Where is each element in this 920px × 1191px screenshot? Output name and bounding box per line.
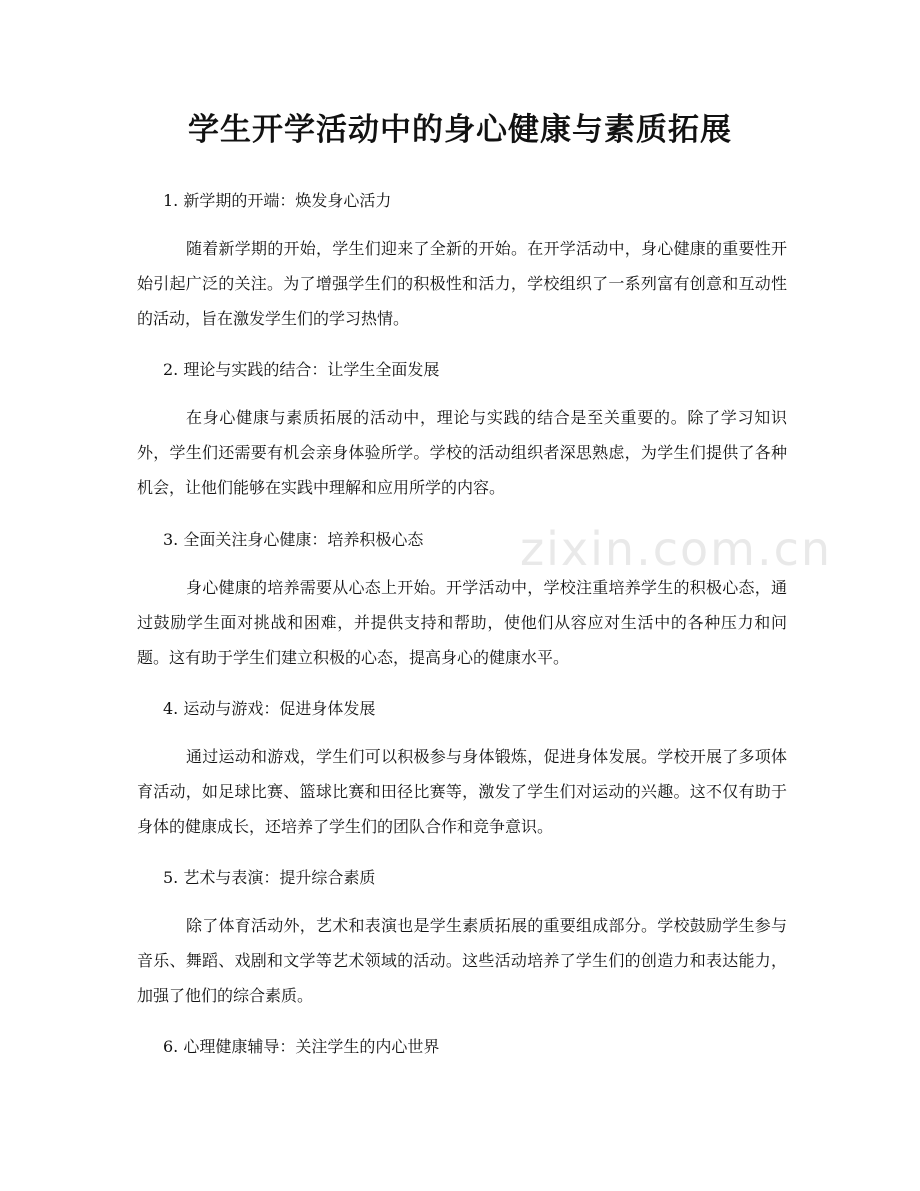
section-heading-5: 5. 艺术与表演：提升综合素质 xyxy=(163,868,376,887)
document-title: 学生开学活动中的身心健康与素质拓展 xyxy=(188,112,732,148)
section-heading-4: 4. 运动与游戏：促进身体发展 xyxy=(163,699,376,718)
section-heading-6: 6. 心理健康辅导：关注学生的内心世界 xyxy=(163,1037,440,1056)
section-heading-1: 1. 新学期的开端：焕发身心活力 xyxy=(163,191,392,210)
section-paragraph-1: 随着新学期的开始，学生们迎来了全新的开始。在开学活动中，身心健康的重要性开始引起广泛的关注。为了增强学生们的积极性和活力，学校组织了一系列富有创意和互动性的活动，旨在激发学生们的学习热情。 xyxy=(137,239,787,328)
section-heading-2: 2. 理论与实践的结合：让学生全面发展 xyxy=(163,360,440,379)
section-paragraph-3: 身心健康的培养需要从心态上开始。开学活动中，学校注重培养学生的积极心态，通过鼓励学生面对挑战和困难，并提供支持和帮助，使他们从容应对生活中的各种压力和问题。这有助于学生们建立积极的心态，提高身心的健康水平。 xyxy=(137,578,787,667)
section-paragraph-4: 通过运动和游戏，学生们可以积极参与身体锻炼，促进身体发展。学校开展了多项体育活动，如足球比赛、篮球比赛和田径比赛等，激发了学生们对运动的兴趣。这不仅有助于身体的健康成长，还培养了学生们的团队合作和竞争意识。 xyxy=(137,747,787,836)
watermark: zixin.com.cn xyxy=(520,522,833,576)
section-paragraph-2: 在身心健康与素质拓展的活动中，理论与实践的结合是至关重要的。除了学习知识外，学生们还需要有机会亲身体验所学。学校的活动组织者深思熟虑，为学生们提供了各种机会，让他们能够在实践中理解和应用所学的内容。 xyxy=(137,408,787,497)
section-paragraph-5: 除了体育活动外，艺术和表演也是学生素质拓展的重要组成部分。学校鼓励学生参与音乐、舞蹈、戏剧和文学等艺术领域的活动。这些活动培养了学生们的创造力和表达能力，加强了他们的综合素质。 xyxy=(137,916,787,1005)
section-heading-3: 3. 全面关注身心健康：培养积极心态 xyxy=(163,530,424,549)
